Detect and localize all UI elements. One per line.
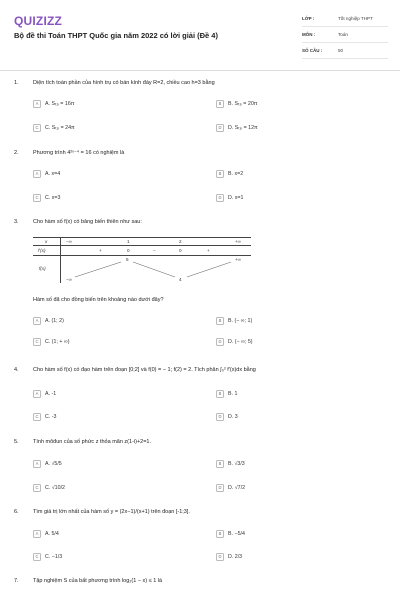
option-letter-box: A [33,317,41,325]
option-d[interactable] [216,552,242,561]
option-c[interactable] [33,123,75,132]
option-letter-box: B [216,100,224,108]
option-d[interactable] [216,483,245,492]
option-letter-box: A [33,530,41,538]
option-text: D. x=1 [228,194,244,201]
header-divider [0,70,400,71]
question-text: Diện tích toàn phần của hình trụ có bán kính đáy R=2, chiều cao h=3 bằng [33,80,215,86]
option-letter-box: C [33,413,41,421]
option-letter-box: D [216,338,224,346]
question-number: 4. [14,367,19,373]
option-b[interactable] [216,389,237,398]
option-c[interactable] [33,193,60,202]
header [0,0,400,70]
option-d[interactable] [216,412,238,421]
option-text: A. √5/5 [45,460,62,467]
question-text: Tính môđun của số phức z thỏa mãn z(1-i)+2=1. [33,439,152,445]
question-text: Tìm giá trị lớn nhất của hàm số y = (2x−1)/(x+1) trên đoạn [-1;3]. [33,509,190,515]
option-letter-box: C [33,194,41,202]
f-value: +∞ [235,257,241,262]
f-label: f(x) [39,266,46,271]
option-text: A. -1 [45,390,57,397]
option-text: C. −1/3 [45,553,63,560]
question-number: 7. [14,578,19,584]
option-a[interactable] [33,389,56,398]
option-text: B. 1 [228,390,238,397]
option-text: C. x=3 [45,194,61,201]
question-text: Tập nghiệm S của bất phương trình log₂(1 − x) ≤ 1 là [33,578,163,584]
option-text: A. Sₜₚ = 16π [45,100,75,107]
option-d[interactable] [216,123,258,132]
option-text: B. √3/3 [228,460,245,467]
option-a[interactable] [33,169,60,178]
option-letter-box: B [216,170,224,178]
meta-subject [302,30,388,43]
question-number: 6. [14,509,19,515]
option-text: A. (1; 2) [45,317,64,324]
x-value: +∞ [235,238,241,244]
f-value: 4 [179,277,182,282]
option-letter-box: D [216,484,224,492]
option-d[interactable] [216,193,243,202]
option-text: D. 3 [228,413,238,420]
option-c[interactable] [33,552,62,561]
derivative-zero: 0 [179,247,182,253]
arrow-down [133,262,175,277]
option-c[interactable] [33,337,70,346]
option-text: C. √10/2 [45,484,65,491]
option-letter-box: B [216,460,224,468]
f-value: −∞ [66,277,72,282]
option-b[interactable] [216,459,245,468]
variation-arrows [33,237,251,283]
x-value: 1 [127,238,130,244]
document-title: Bộ đề thi Toán THPT Quốc gia năm 2022 có lời giải (Đề 4) [14,31,218,40]
x-label: x [45,238,48,244]
option-letter-box: D [216,194,224,202]
option-text: D. √7/2 [228,484,246,491]
option-letter-box: B [216,530,224,538]
option-text: D. Sₜₚ = 12π [228,124,258,131]
question-number: 3. [14,219,19,225]
document-meta [302,14,388,62]
meta-key: SỐ CÂU : [302,48,323,53]
option-a[interactable] [33,459,62,468]
question-subtext: Hàm số đã cho đồng biến trên khoảng nào dưới đây? [33,297,164,303]
question-number: 1. [14,80,19,86]
x-value: −∞ [66,238,72,244]
option-text: C. (1; + ∞) [45,338,70,345]
derivative-sign: + [99,247,102,253]
option-c[interactable] [33,483,65,492]
option-b[interactable] [216,529,245,538]
option-letter-box: C [33,338,41,346]
option-text: B. −5/4 [228,530,245,537]
question-text: Cho hàm số f(x) có đạo hàm trên đoạn [0;2] và f(0) = − 1; f(2) = 2. Tích phân ∫₀² f′(x)dx bằng [33,367,256,373]
derivative-zero: 0 [127,247,130,253]
option-text: D. (− ∞; 5) [228,338,253,345]
option-text: B. (− ∞; 1) [228,317,253,324]
arrow-up [75,262,121,277]
f-value: 5 [126,257,129,262]
option-b[interactable] [216,316,252,325]
question-number: 5. [14,439,19,445]
option-letter-box: A [33,390,41,398]
option-letter-box: A [33,170,41,178]
option-letter-box: A [33,100,41,108]
option-letter-box: D [216,124,224,132]
option-letter-box: B [216,317,224,325]
option-text: B. x=2 [228,170,244,177]
derivative-sign: + [207,247,210,253]
option-text: B. Sₜₚ = 20π [228,100,258,107]
option-text: C. -3 [45,413,57,420]
meta-key: LỚP : [302,16,315,21]
question-text: Cho hàm số f(x) có bảng biến thiên như sau: [33,219,142,225]
option-letter-box: C [33,553,41,561]
option-a[interactable] [33,529,59,538]
option-b[interactable] [216,99,257,108]
option-text: D. 2/3 [228,553,243,560]
variation-table [33,237,251,283]
meta-value: Toán [338,32,348,37]
meta-value: Tốt nghiệp THPT [338,16,373,21]
option-a[interactable] [33,99,74,108]
arrow-up [187,262,231,277]
meta-grade [302,14,388,27]
question-text: Phương trình 4²ˣ⁻⁴ = 16 có nghiệm là [33,150,125,156]
meta-value: 50 [338,48,344,53]
option-letter-box: B [216,390,224,398]
option-c[interactable] [33,412,56,421]
meta-question-count [302,46,388,59]
x-value: 2 [179,238,182,244]
derivative-sign: − [153,247,156,253]
option-letter-box: D [216,553,224,561]
quizizz-logo: QUIZIZZ [14,14,63,28]
option-letter-box: C [33,484,41,492]
question-number: 2. [14,150,19,156]
option-letter-box: C [33,124,41,132]
option-a[interactable] [33,316,64,325]
option-b[interactable] [216,169,243,178]
option-text: A. x=4 [45,170,61,177]
option-letter-box: D [216,413,224,421]
option-d[interactable] [216,337,253,346]
option-letter-box: A [33,460,41,468]
option-text: C. Sₜₚ = 24π [45,124,75,131]
option-text: A. 5/4 [45,530,59,537]
fprime-label: f′(x) [38,247,46,253]
meta-key: MÔN : [302,32,316,37]
